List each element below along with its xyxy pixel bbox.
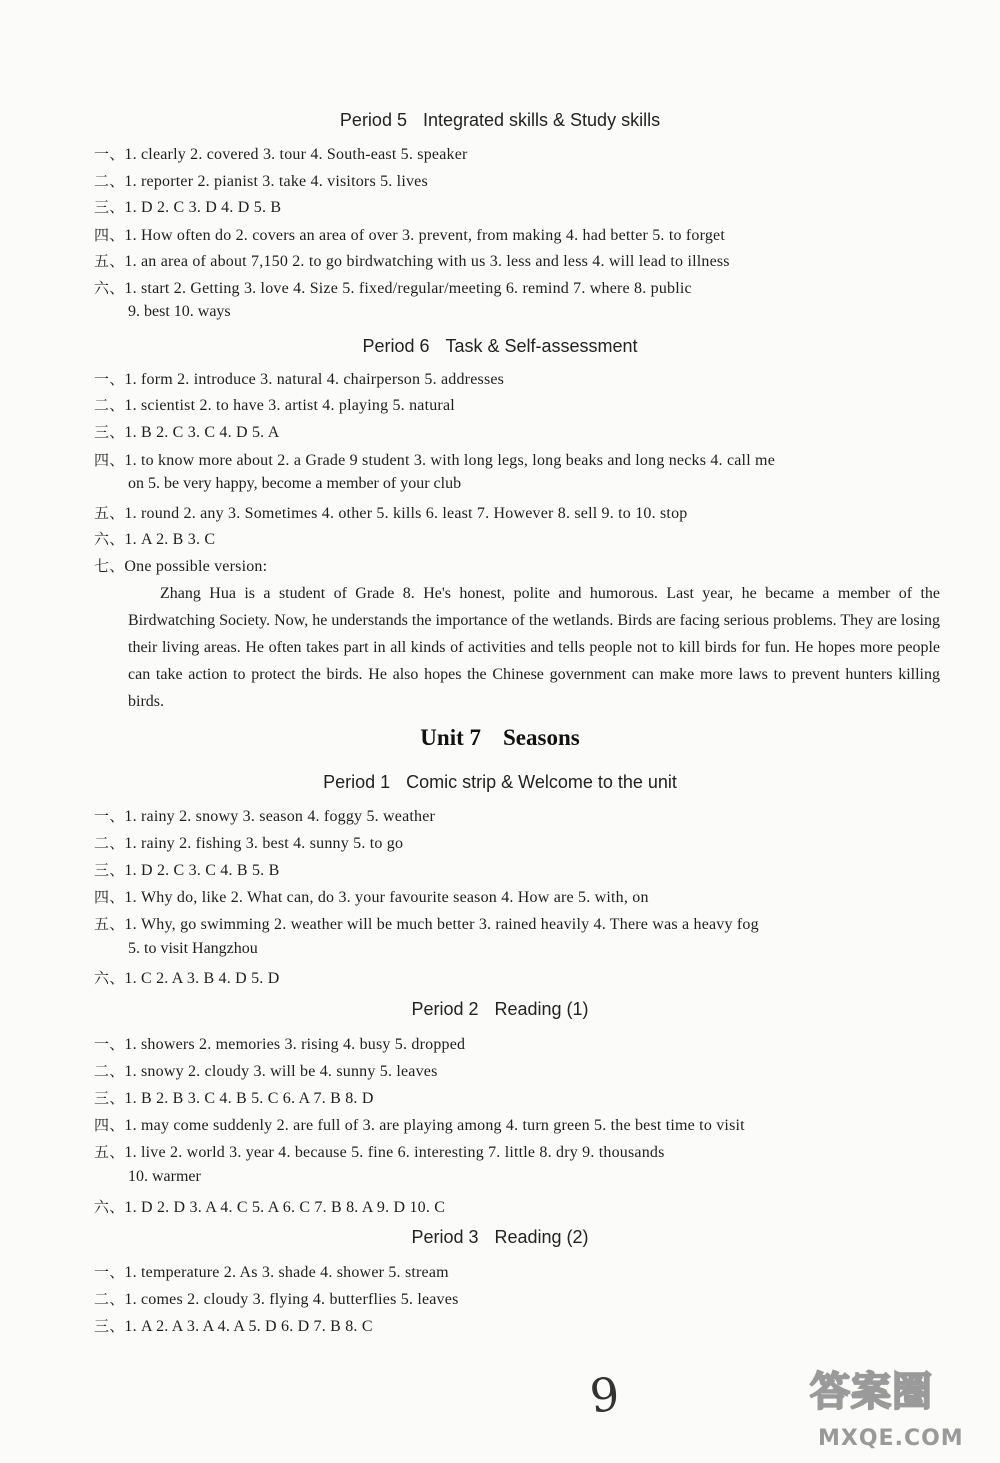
answer-line bbox=[94, 1114, 950, 1135]
answer-line bbox=[94, 1060, 950, 1081]
answer-text: 1. D 2. C 3. D 4. D 5. B bbox=[124, 199, 282, 216]
section-marker: 六、 bbox=[94, 969, 125, 987]
unit-name: Seasons bbox=[503, 725, 580, 750]
sample-essay: Zhang Hua is a student of Grade 8. He's honest, polite and humorous. Last year, he became a member of the Birdwatching Society. Now, he understands the importance of the wetlands. Birds are facing serious problems. They are losing their living areas. He often takes part in all kinds of activities and tells people not to kill birds for fun. He hopes more people can take action to protect the birds. He also hopes the Chinese government can make more laws to prevent hunters killing birds. bbox=[128, 585, 940, 710]
unit7-period-1-title bbox=[0, 772, 1000, 793]
answer-line bbox=[94, 967, 950, 988]
answer-text: 1. rainy 2. fishing 3. best 4. sunny 5. to go bbox=[124, 835, 404, 852]
section-marker: 七、 bbox=[94, 557, 125, 575]
answer-line bbox=[94, 528, 950, 549]
answer-text: 1. scientist 2. to have 3. artist 4. playing 5. natural bbox=[124, 397, 455, 414]
answer-line bbox=[94, 859, 950, 880]
section-marker: 四、 bbox=[94, 226, 125, 244]
answer-text: 1. snowy 2. cloudy 3. will be 4. sunny 5. leaves bbox=[124, 1063, 438, 1080]
answer-line bbox=[94, 555, 950, 576]
section-marker: 二、 bbox=[94, 172, 125, 190]
period-6-title bbox=[0, 336, 1000, 357]
section-marker: 二、 bbox=[94, 1290, 125, 1308]
section-marker: 三、 bbox=[94, 861, 125, 879]
section-marker: 四、 bbox=[94, 888, 125, 906]
period-subtitle: Integrated skills & Study skills bbox=[422, 110, 661, 130]
answer-line bbox=[94, 196, 950, 217]
watermark-site: MXQE.COM bbox=[818, 1426, 964, 1451]
page-number: 9 bbox=[587, 1366, 623, 1424]
period-subtitle: Task & Self-assessment bbox=[445, 336, 638, 356]
answer-text: 1. showers 2. memories 3. rising 4. busy 5. dropped bbox=[124, 1036, 466, 1053]
answer-text: 1. clearly 2. covered 3. tour 4. South-east 5. speaker bbox=[124, 146, 468, 163]
section-marker: 一、 bbox=[94, 1263, 125, 1281]
answer-text: 1. Why do, like 2. What can, do 3. your favourite season 4. How are 5. with, on bbox=[124, 889, 649, 906]
answer-text: 1. B 2. B 3. C 4. B 5. C 6. A 7. B 8. D bbox=[124, 1090, 374, 1107]
answer-line bbox=[94, 1087, 950, 1108]
section-marker: 五、 bbox=[94, 1143, 125, 1161]
answer-line bbox=[94, 449, 950, 470]
section-marker: 四、 bbox=[94, 1116, 125, 1134]
period-subtitle: Comic strip & Welcome to the unit bbox=[406, 772, 677, 792]
period-5-title bbox=[0, 110, 1000, 131]
answer-text: 1. A 2. B 3. C bbox=[124, 531, 216, 548]
period-label: Period 1 bbox=[323, 772, 391, 792]
answer-line-continued: 9. best 10. ways bbox=[128, 303, 231, 320]
answer-text: 1. rainy 2. snowy 3. season 4. foggy 5. weather bbox=[124, 808, 436, 825]
answer-line bbox=[94, 368, 950, 389]
answer-text: 1. C 2. A 3. B 4. D 5. D bbox=[124, 970, 280, 987]
section-marker: 五、 bbox=[94, 915, 125, 933]
watermark-text: 答案圈 bbox=[810, 1369, 933, 1415]
answer-line bbox=[94, 805, 950, 826]
answer-text: 1. to know more about 2. a Grade 9 student 3. with long legs, long beaks and long necks 4. call me bbox=[124, 452, 775, 469]
section-marker: 二、 bbox=[94, 834, 125, 852]
answer-line bbox=[94, 1196, 950, 1217]
section-marker: 二、 bbox=[94, 396, 125, 414]
period-label: Period 5 bbox=[339, 110, 407, 130]
answer-text: One possible version: bbox=[124, 558, 268, 575]
answer-line bbox=[94, 832, 950, 853]
answer-line-continued: 5. to visit Hangzhou bbox=[128, 940, 258, 957]
section-marker: 一、 bbox=[94, 370, 125, 388]
answer-line bbox=[94, 502, 950, 523]
answer-text: 1. D 2. C 3. C 4. B 5. B bbox=[124, 862, 280, 879]
section-marker: 六、 bbox=[94, 279, 125, 297]
answer-line bbox=[94, 143, 950, 164]
section-marker: 四、 bbox=[94, 451, 125, 469]
answer-line bbox=[94, 277, 950, 298]
period-label: Period 3 bbox=[411, 1227, 479, 1247]
answer-line bbox=[94, 1315, 950, 1336]
unit7-period-3-title bbox=[0, 1227, 1000, 1248]
section-marker: 二、 bbox=[94, 1062, 125, 1080]
section-marker: 三、 bbox=[94, 423, 125, 441]
section-marker: 五、 bbox=[94, 252, 125, 270]
section-marker: 一、 bbox=[94, 807, 125, 825]
answer-line bbox=[94, 224, 950, 245]
answer-text: 1. reporter 2. pianist 3. take 4. visitors 5. lives bbox=[124, 173, 428, 190]
answer-line bbox=[94, 170, 950, 191]
answer-line bbox=[94, 1288, 950, 1309]
answer-text: 1. form 2. introduce 3. natural 4. chairperson 5. addresses bbox=[124, 371, 505, 388]
period-subtitle: Reading (1) bbox=[494, 999, 589, 1019]
section-marker: 三、 bbox=[94, 1089, 125, 1107]
answer-text: 1. How often do 2. covers an area of over 3. prevent, from making 4. had better 5. to forget bbox=[124, 227, 725, 244]
answer-text: 1. an area of about 7,150 2. to go birdwatching with us 3. less and less 4. will lead to illness bbox=[124, 253, 730, 270]
section-marker: 一、 bbox=[94, 1035, 125, 1053]
section-marker: 一、 bbox=[94, 145, 125, 163]
unit7-period-2-title bbox=[0, 999, 1000, 1020]
answer-text: 1. B 2. C 3. C 4. D 5. A bbox=[124, 424, 280, 441]
period-label: Period 6 bbox=[362, 336, 430, 356]
answer-text: 1. A 2. A 3. A 4. A 5. D 6. D 7. B 8. C bbox=[124, 1318, 373, 1335]
period-subtitle: Reading (2) bbox=[494, 1227, 589, 1247]
answer-text: 1. round 2. any 3. Sometimes 4. other 5. kills 6. least 7. However 8. sell 9. to 10. stop bbox=[124, 505, 688, 522]
answer-text: 1. temperature 2. As 3. shade 4. shower 5. stream bbox=[124, 1264, 449, 1281]
answer-text: 1. D 2. D 3. A 4. C 5. A 6. C 7. B 8. A 9. D 10. C bbox=[124, 1199, 446, 1216]
section-marker: 六、 bbox=[94, 530, 125, 548]
period-label: Period 2 bbox=[411, 999, 479, 1019]
answer-text: 1. start 2. Getting 3. love 4. Size 5. fixed/regular/meeting 6. remind 7. where 8. public bbox=[124, 280, 692, 297]
answer-line-continued: 10. warmer bbox=[128, 1168, 201, 1185]
section-marker: 六、 bbox=[94, 1198, 125, 1216]
answer-line bbox=[94, 886, 950, 907]
answer-line bbox=[94, 1141, 950, 1162]
answer-line bbox=[94, 250, 950, 271]
answer-line bbox=[94, 394, 950, 415]
answer-line bbox=[94, 1033, 950, 1054]
section-marker: 五、 bbox=[94, 504, 125, 522]
section-marker: 三、 bbox=[94, 198, 125, 216]
answer-line-continued: on 5. be very happy, become a member of your club bbox=[128, 475, 462, 492]
answer-text: 1. Why, go swimming 2. weather will be much better 3. rained heavily 4. There was a heavy fog bbox=[124, 916, 759, 933]
answer-line bbox=[94, 913, 950, 934]
answer-text: 1. may come suddenly 2. are full of 3. are playing among 4. turn green 5. the best time to visit bbox=[124, 1117, 745, 1134]
section-marker: 三、 bbox=[94, 1317, 125, 1335]
unit-title bbox=[0, 725, 1000, 751]
watermark-logo bbox=[808, 1360, 994, 1456]
answer-text: 1. comes 2. cloudy 3. flying 4. butterflies 5. leaves bbox=[124, 1291, 459, 1308]
answer-text: 1. live 2. world 3. year 4. because 5. fine 6. interesting 7. little 8. dry 9. thousands bbox=[124, 1144, 665, 1161]
unit-number: Unit 7 bbox=[420, 725, 481, 750]
answer-line bbox=[94, 421, 950, 442]
answer-line bbox=[94, 1261, 950, 1282]
